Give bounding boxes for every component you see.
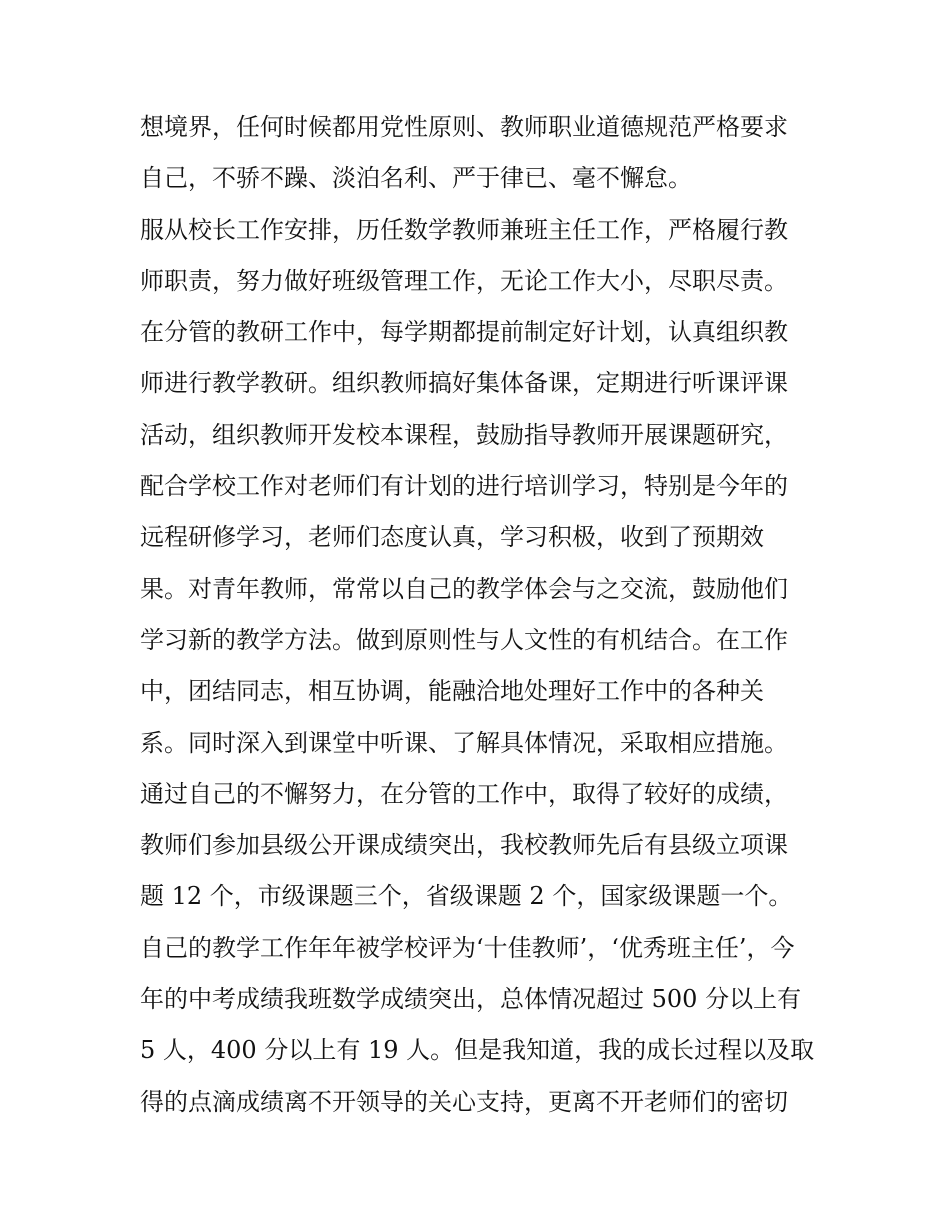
text-line: 配合学校工作对老师们有计划的进行培训学习，特别是今年的 xyxy=(140,472,788,501)
text-line: 自己的教学工作年年被学校评为‘十佳教师’，‘优秀班主任’，今 xyxy=(140,933,795,962)
text-line: 活动，组织教师开发校本课程，鼓励指导教师开展课题研究， xyxy=(140,420,788,449)
text-line: 师进行教学教研。组织教师搞好集体备课，定期进行听课评课 xyxy=(140,369,788,398)
text-line: 题 12 个，市级课题三个，省级课题 2 个，国家级课题一个。 xyxy=(140,882,793,911)
text-line: 想境界，任何时候都用党性原则、教师职业道德规范严格要求 xyxy=(140,113,788,141)
text-line: 中，团结同志，相互协调，能融洽地处理好工作中的各种关 xyxy=(140,677,764,706)
text-line: 学习新的教学方法。做到原则性与人文性的有机结合。在工作 xyxy=(140,625,788,654)
text-line: 得的点滴成绩离不开领导的关心支持，更离不开老师们的密切 xyxy=(140,1087,788,1116)
text-line: 通过自己的不懈努力，在分管的工作中，取得了较好的成绩， xyxy=(140,779,788,808)
text-line: 服从校长工作安排，历任数学教师兼班主任工作，严格履行教 xyxy=(140,215,788,244)
text-line: 5 人，400 分以上有 19 人。但是我知道，我的成长过程以及取 xyxy=(140,1036,815,1065)
text-line: 师职责，努力做好班级管理工作，无论工作大小，尽职尽责。 xyxy=(140,266,788,295)
text-line: 年的中考成绩我班数学成绩突出，总体情况超过 500 分以上有 xyxy=(140,985,802,1014)
text-line: 系。同时深入到课堂中听课、了解具体情况，采取相应措施。 xyxy=(140,728,788,757)
text-line: 果。对青年教师，常常以自己的教学体会与之交流，鼓励他们 xyxy=(140,574,788,603)
body-text xyxy=(140,102,820,1128)
text-line: 自己，不骄不躁、淡泊名利、严于律已、毫不懈怠。 xyxy=(140,164,692,193)
text-line: 在分管的教研工作中，每学期都提前制定好计划，认真组织教 xyxy=(140,318,788,347)
text-line: 教师们参加县级公开课成绩突出，我校教师先后有县级立项课 xyxy=(140,831,788,860)
text-line: 远程研修学习，老师们态度认真，学习积极，收到了预期效 xyxy=(140,523,764,552)
